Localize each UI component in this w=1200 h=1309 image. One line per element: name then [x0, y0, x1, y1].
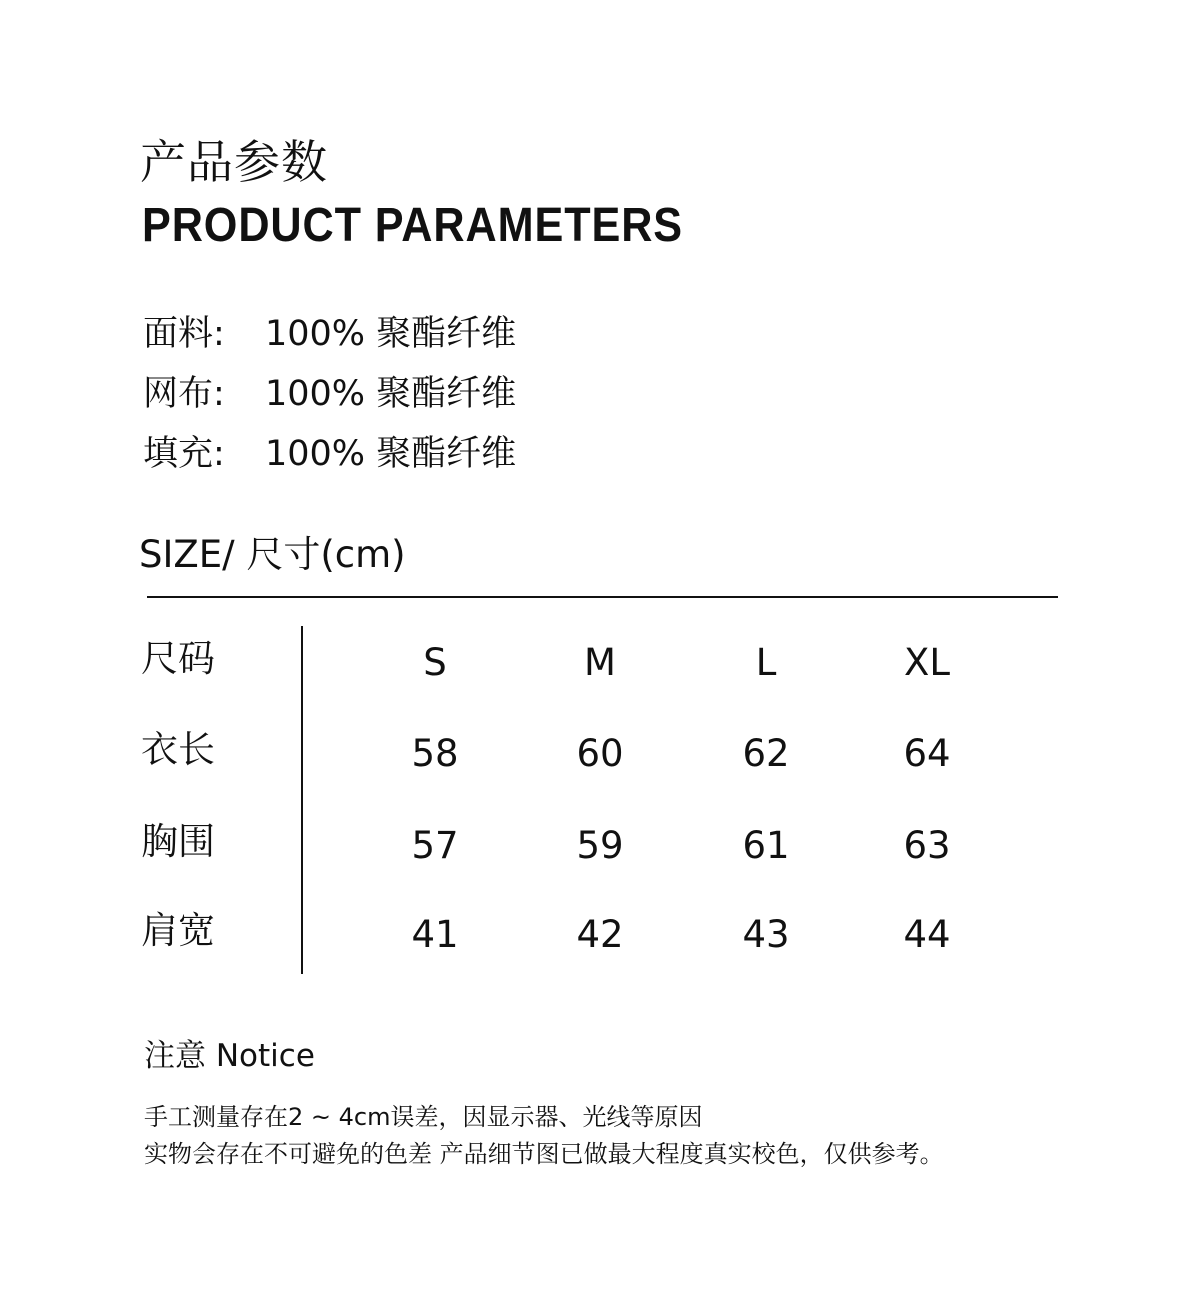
table-cell: 59	[576, 824, 624, 867]
material-row-fabric	[143, 314, 516, 354]
table-cell: 61	[742, 824, 790, 867]
size-header-cell: S	[423, 641, 447, 684]
material-label: 填充:	[143, 434, 225, 474]
table-cell: 63	[903, 824, 951, 867]
size-header-label: 尺码	[141, 637, 215, 680]
material-label: 面料:	[143, 314, 225, 354]
page-title-en: PRODUCT PARAMETERS	[142, 199, 684, 252]
table-top-divider	[147, 596, 1058, 598]
notice-text-line: 手工测量存在2 ~ 4cm误差，因显示器、光线等原因	[144, 1103, 703, 1131]
table-cell: 58	[411, 732, 459, 775]
table-cell: 44	[903, 913, 951, 956]
material-label: 网布:	[143, 374, 225, 414]
material-value: 100% 聚酯纤维	[265, 374, 517, 414]
size-header-cell: M	[584, 641, 616, 684]
table-column-divider	[301, 626, 303, 974]
table-cell: 43	[742, 913, 790, 956]
notice-text-line: 实物会存在不可避免的色差 产品细节图已做最大程度真实校色，仅供参考。	[144, 1140, 944, 1168]
material-value: 100% 聚酯纤维	[265, 434, 517, 474]
material-row-filling	[143, 434, 516, 474]
table-row-label: 衣长	[141, 728, 215, 771]
table-cell: 60	[576, 732, 624, 775]
table-row-label: 胸围	[141, 820, 215, 863]
size-header-cell: XL	[904, 641, 950, 684]
material-row-mesh	[143, 374, 516, 414]
table-cell: 64	[903, 732, 951, 775]
material-value: 100% 聚酯纤维	[265, 314, 517, 354]
table-cell: 41	[411, 913, 459, 956]
table-cell: 57	[411, 824, 459, 867]
size-section-title: SIZE/ 尺寸(cm)	[139, 533, 406, 576]
table-row-label: 肩宽	[141, 909, 215, 952]
notice-title: 注意 Notice	[144, 1038, 315, 1074]
size-header-cell: L	[755, 641, 777, 684]
table-cell: 42	[576, 913, 624, 956]
page-title-cn: 产品参数	[140, 135, 328, 189]
table-cell: 62	[742, 732, 790, 775]
